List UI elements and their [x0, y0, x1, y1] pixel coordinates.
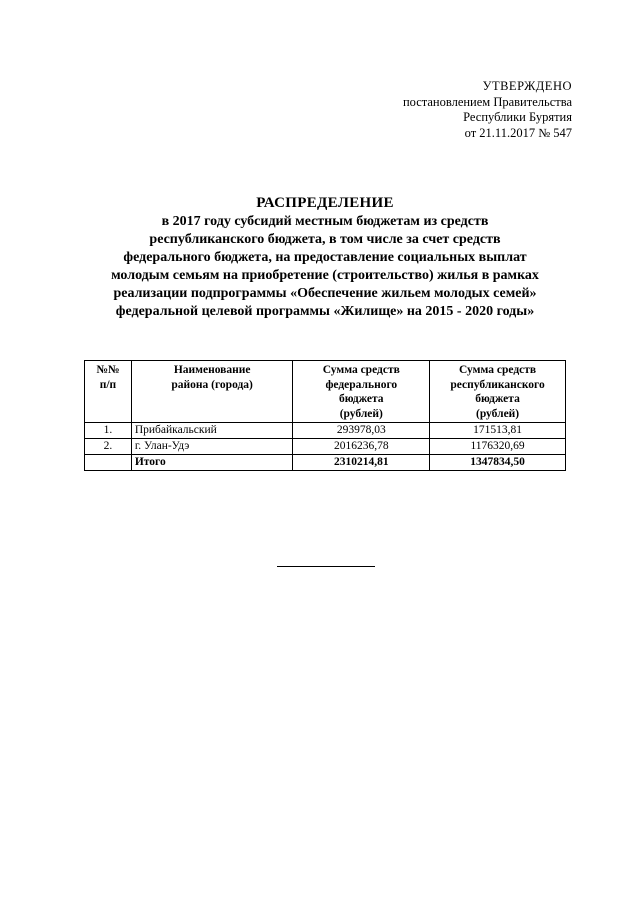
- row-number: 2.: [85, 439, 132, 455]
- header-text: п/п: [99, 378, 117, 391]
- header-text: района (города): [171, 378, 253, 391]
- subtitle-line: республиканского бюджета, в том числе за счет средств: [149, 232, 501, 247]
- approval-date-number: от 21.11.2017 № 547: [464, 125, 572, 140]
- document-title: РАСПРЕДЕЛЕНИЕ: [256, 195, 394, 211]
- subtitle-line: в 2017 году субсидий местным бюджетам из средств: [161, 214, 489, 229]
- header-text: республиканского: [450, 378, 545, 391]
- subtitle-line: федерального бюджета, на предоставление социальных выплат: [123, 250, 527, 265]
- header-federal-amount: [293, 361, 430, 423]
- closing-rule: [277, 566, 375, 567]
- subtitle-line: федеральной целевой программы «Жилище» на 2015 - 2020 годы»: [115, 304, 535, 319]
- distribution-table: [84, 360, 566, 471]
- total-label: Итого: [131, 455, 293, 471]
- header-republic-amount: [430, 361, 566, 423]
- approval-government: Республики Бурятия: [463, 110, 572, 124]
- header-text: Сумма средств: [322, 364, 400, 376]
- table-header-row: [85, 361, 566, 423]
- document-heading: [70, 193, 580, 321]
- row-federal-amount: 2016236,78: [293, 439, 430, 455]
- header-district: [131, 361, 293, 423]
- header-text: Наименование: [173, 364, 251, 376]
- row-republic-amount: 171513,81: [430, 423, 566, 439]
- header-text: №№: [96, 364, 120, 376]
- approval-title: УТВЕРЖДЕНО: [482, 79, 572, 93]
- row-federal-amount: 293978,03: [293, 423, 430, 439]
- row-republic-amount: 1176320,69: [430, 439, 566, 455]
- table-row: [85, 423, 566, 439]
- header-text: федерального: [325, 378, 398, 391]
- total-republic-amount: 1347834,50: [430, 455, 566, 471]
- header-text: (рублей): [339, 407, 383, 420]
- row-district: Прибайкальский: [131, 423, 293, 439]
- header-text: Сумма средств: [459, 364, 537, 376]
- total-federal-amount: 2310214,81: [293, 455, 430, 471]
- approval-block: [403, 79, 572, 141]
- header-number: [85, 361, 132, 423]
- header-text: бюджета: [339, 393, 384, 405]
- table-row: [85, 439, 566, 455]
- document-subtitle: [70, 213, 580, 321]
- table-total-row: [85, 455, 566, 471]
- subtitle-line: молодым семьям на приобретение (строительство) жилья в рамках: [111, 268, 539, 283]
- header-text: бюджета: [475, 393, 520, 405]
- header-text: (рублей): [475, 407, 520, 420]
- approval-decree: постановлением Правительства: [402, 94, 572, 109]
- row-number: 1.: [85, 423, 132, 439]
- subtitle-line: реализации подпрограммы «Обеспечение жильем молодых семей»: [113, 286, 537, 301]
- total-number: [85, 455, 132, 471]
- row-district: г. Улан-Удэ: [131, 439, 293, 455]
